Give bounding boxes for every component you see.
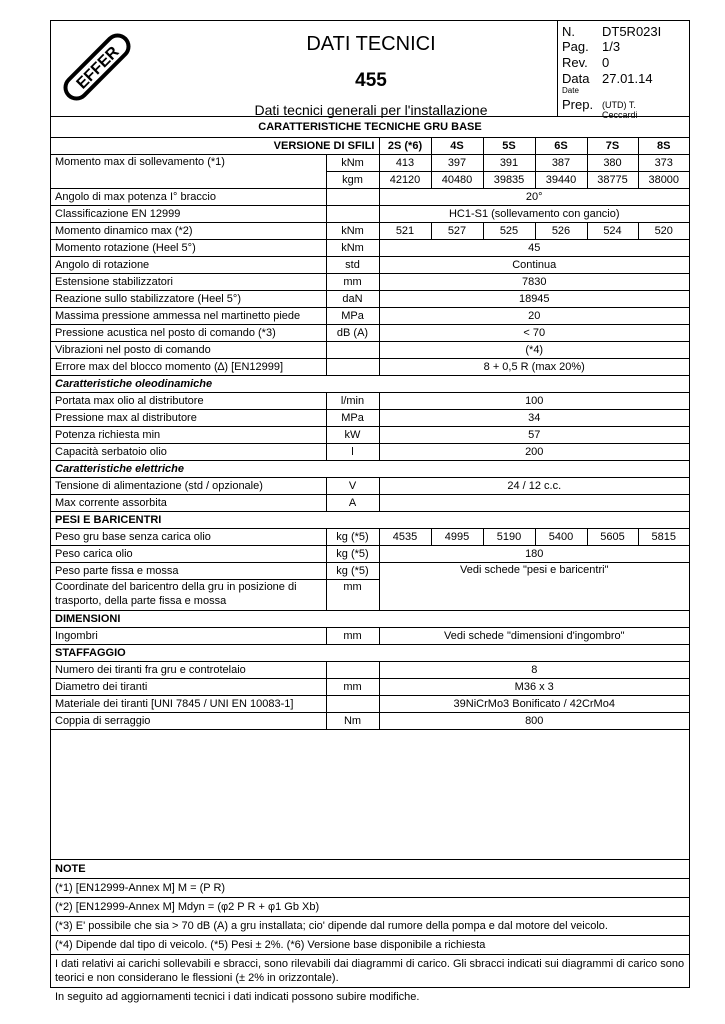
prep-value: (UTD) T. Ceccardi bbox=[602, 100, 638, 120]
table-row bbox=[51, 206, 689, 223]
row-value: 20° bbox=[379, 189, 689, 206]
cell-value: 527 bbox=[431, 223, 483, 240]
pag-value: 1/3 bbox=[602, 39, 621, 54]
subsection-elettriche: Caratteristiche elettriche bbox=[51, 461, 689, 478]
row-unit bbox=[326, 189, 379, 206]
table-row bbox=[51, 444, 689, 461]
row-label: Momento rotazione (Heel 5°) bbox=[51, 240, 326, 257]
row-value: (*4) bbox=[379, 342, 689, 359]
table-row bbox=[51, 696, 689, 713]
row-label: Classificazione EN 12999 bbox=[51, 206, 326, 223]
subsection-row bbox=[51, 376, 689, 393]
row-label: Pressione acustica nel posto di comando (*3) bbox=[51, 325, 326, 342]
pag-label: Pag. bbox=[562, 39, 589, 54]
row-label: Capacità serbatoio olio bbox=[51, 444, 326, 461]
row-unit: kNm bbox=[326, 240, 379, 257]
specs-table bbox=[51, 116, 689, 730]
row-value: Continua bbox=[379, 257, 689, 274]
data-value: 27.01.14 bbox=[602, 71, 653, 86]
row-unit: mm bbox=[326, 580, 379, 611]
label-line: Coordinate del baricentro della gru in posizione di bbox=[55, 581, 297, 593]
notes-block bbox=[51, 859, 689, 1006]
table-row bbox=[51, 628, 689, 645]
row-unit: mm bbox=[326, 628, 379, 645]
cell-value: 373 bbox=[638, 155, 689, 172]
row-label: Peso carica olio bbox=[51, 546, 326, 563]
row-value bbox=[379, 495, 689, 512]
row-unit: l bbox=[326, 444, 379, 461]
document-header bbox=[51, 21, 689, 120]
row-unit: MPa bbox=[326, 410, 379, 427]
table-row bbox=[51, 257, 689, 274]
row-label: Materiale dei tiranti [UNI 7845 / UNI EN 10083-1] bbox=[51, 696, 326, 713]
row-value: 8 bbox=[379, 662, 689, 679]
table-row bbox=[51, 359, 689, 376]
row-value: 800 bbox=[379, 713, 689, 730]
row-unit: kg (*5) bbox=[326, 529, 379, 546]
row-unit: V bbox=[326, 478, 379, 495]
section-row bbox=[51, 512, 689, 529]
row-unit: daN bbox=[326, 291, 379, 308]
section-row bbox=[51, 645, 689, 662]
version-8s: 8S bbox=[638, 138, 689, 155]
row-unit: kNm bbox=[326, 155, 379, 172]
row-unit: kNm bbox=[326, 223, 379, 240]
cell-value: 387 bbox=[535, 155, 587, 172]
table-row bbox=[51, 223, 689, 240]
version-2s: 2S (*6) bbox=[379, 138, 431, 155]
row-unit bbox=[326, 696, 379, 713]
row-label: Potenza richiesta min bbox=[51, 427, 326, 444]
cell-value: 5190 bbox=[483, 529, 535, 546]
row-unit: kgm bbox=[326, 172, 379, 189]
cell-value: 5400 bbox=[535, 529, 587, 546]
cell-value: 520 bbox=[638, 223, 689, 240]
row-value: Vedi schede "pesi e baricentri" bbox=[379, 563, 689, 611]
cell-value: 397 bbox=[431, 155, 483, 172]
row-unit: l/min bbox=[326, 393, 379, 410]
table-row bbox=[51, 291, 689, 308]
row-value: 180 bbox=[379, 546, 689, 563]
row-value: 24 / 12 c.c. bbox=[379, 478, 689, 495]
row-unit bbox=[326, 662, 379, 679]
row-label: Angolo di rotazione bbox=[51, 257, 326, 274]
note-3: (*3) E' possibile che sia > 70 dB (A) a gru installata; cio' dipende dal rumore della pompa e dal motore del veicolo. bbox=[51, 916, 689, 935]
effer-logo bbox=[57, 27, 137, 107]
row-unit: A bbox=[326, 495, 379, 512]
row-label: Momento max di sollevamento (*1) bbox=[51, 155, 326, 189]
cell-value: 5815 bbox=[638, 529, 689, 546]
table-row bbox=[51, 713, 689, 730]
cell-value: 39835 bbox=[483, 172, 535, 189]
section-staffaggio: STAFFAGGIO bbox=[51, 645, 689, 662]
row-unit bbox=[326, 342, 379, 359]
row-unit: kW bbox=[326, 427, 379, 444]
cell-value: 39440 bbox=[535, 172, 587, 189]
rev-label: Rev. bbox=[562, 55, 588, 70]
data-label: Data bbox=[562, 71, 590, 86]
table-row bbox=[51, 495, 689, 512]
section-pesi: PESI E BARICENTRI bbox=[51, 512, 689, 529]
row-label: Estensione stabilizzatori bbox=[51, 274, 326, 291]
cell-value: 40480 bbox=[431, 172, 483, 189]
section-row bbox=[51, 611, 689, 628]
versions-label: VERSIONE DI SFILI bbox=[51, 138, 379, 155]
row-value: 100 bbox=[379, 393, 689, 410]
cell-value: 5605 bbox=[587, 529, 638, 546]
row-label: Numero dei tiranti fra gru e controtelaio bbox=[51, 662, 326, 679]
version-6s: 6S bbox=[535, 138, 587, 155]
date-label: Date bbox=[562, 86, 579, 95]
row-value: HC1-S1 (sollevamento con gancio) bbox=[379, 206, 689, 223]
n-value: DT5R023I bbox=[602, 24, 662, 39]
notes-title: NOTE bbox=[51, 859, 689, 878]
document-meta bbox=[557, 21, 690, 120]
table-row bbox=[51, 308, 689, 325]
cell-value: 524 bbox=[587, 223, 638, 240]
row-label: Errore max del blocco momento (∆) [EN12999] bbox=[51, 359, 326, 376]
table-row bbox=[51, 679, 689, 696]
cell-value: 4535 bbox=[379, 529, 431, 546]
row-unit: MPa bbox=[326, 308, 379, 325]
note-5: I dati relativi ai carichi sollevabili e sbracci, sono rilevabili dai diagrammi di carico. Gli sbracci indicati sui diagrammi di carico sono teorici e non considerano le flessioni (± 2% in orizzontale). bbox=[51, 954, 689, 987]
cell-value: 38775 bbox=[587, 172, 638, 189]
row-unit: kg (*5) bbox=[326, 546, 379, 563]
row-value: 200 bbox=[379, 444, 689, 461]
section-dimensioni: DIMENSIONI bbox=[51, 611, 689, 628]
table-row bbox=[51, 393, 689, 410]
cell-value: 526 bbox=[535, 223, 587, 240]
row-unit: kg (*5) bbox=[326, 563, 379, 580]
version-5s: 5S bbox=[483, 138, 535, 155]
note-6: In seguito ad aggiornamenti tecnici i dati indicati possono subire modifiche. bbox=[51, 987, 689, 1006]
table-row bbox=[51, 189, 689, 206]
logo-text: EFFER bbox=[73, 43, 123, 93]
cell-value: 391 bbox=[483, 155, 535, 172]
row-value: 18945 bbox=[379, 291, 689, 308]
row-label: Pressione max al distributore bbox=[51, 410, 326, 427]
row-label: Angolo di max potenza I° braccio bbox=[51, 189, 326, 206]
cell-value: 38000 bbox=[638, 172, 689, 189]
prep-label: Prep. bbox=[562, 97, 594, 112]
row-unit: mm bbox=[326, 274, 379, 291]
row-value: 20 bbox=[379, 308, 689, 325]
row-value: M36 x 3 bbox=[379, 679, 689, 696]
label-line: trasporto, della parte fissa e mossa bbox=[55, 595, 227, 607]
row-unit bbox=[326, 206, 379, 223]
subsection-row bbox=[51, 461, 689, 478]
table-row bbox=[51, 274, 689, 291]
row-label: Portata max olio al distributore bbox=[51, 393, 326, 410]
rev-value: 0 bbox=[602, 55, 610, 70]
row-label: Max corrente assorbita bbox=[51, 495, 326, 512]
row-label: Ingombri bbox=[51, 628, 326, 645]
note-2: (*2) [EN12999-Annex M] Mdyn = (φ2 P R + φ1 Gb Xb) bbox=[51, 897, 689, 916]
table-row bbox=[51, 410, 689, 427]
table-row bbox=[51, 563, 689, 580]
row-value: 45 bbox=[379, 240, 689, 257]
row-label: Momento dinamico max (*2) bbox=[51, 223, 326, 240]
cell-value: 380 bbox=[587, 155, 638, 172]
row-unit: mm bbox=[326, 679, 379, 696]
title-block bbox=[221, 21, 521, 118]
row-label: Vibrazioni nel posto di comando bbox=[51, 342, 326, 359]
row-value: 8 + 0,5 R (max 20%) bbox=[379, 359, 689, 376]
row-label: Massima pressione ammessa nel martinetto piede bbox=[51, 308, 326, 325]
row-value: 39NiCrMo3 Bonificato / 42CrMo4 bbox=[379, 696, 689, 713]
document-sheet bbox=[50, 20, 690, 1003]
row-value: 7830 bbox=[379, 274, 689, 291]
table-row bbox=[51, 342, 689, 359]
row-unit: dB (A) bbox=[326, 325, 379, 342]
row-value: 34 bbox=[379, 410, 689, 427]
versions-row bbox=[51, 138, 689, 155]
table-row bbox=[51, 155, 689, 172]
table-row bbox=[51, 478, 689, 495]
row-value: Vedi schede "dimensioni d'ingombro" bbox=[379, 628, 689, 645]
row-label: Reazione sullo stabilizzatore (Heel 5°) bbox=[51, 291, 326, 308]
cell-value: 4995 bbox=[431, 529, 483, 546]
table-row bbox=[51, 427, 689, 444]
row-label: Peso parte fissa e mossa bbox=[51, 563, 326, 580]
model-number: 455 bbox=[355, 70, 387, 91]
table-row bbox=[51, 240, 689, 257]
cell-value: 413 bbox=[379, 155, 431, 172]
cell-value: 42120 bbox=[379, 172, 431, 189]
document-title: DATI TECNICI bbox=[306, 33, 436, 55]
document-subtitle: Dati tecnici generali per l'installazione bbox=[254, 102, 488, 118]
section-title: CARATTERISTICHE TECNICHE GRU BASE bbox=[51, 117, 689, 138]
version-7s: 7S bbox=[587, 138, 638, 155]
cell-value: 525 bbox=[483, 223, 535, 240]
cell-value: 521 bbox=[379, 223, 431, 240]
n-label: N. bbox=[562, 24, 575, 39]
row-label: Tensione di alimentazione (std / opzionale) bbox=[51, 478, 326, 495]
row-value: 57 bbox=[379, 427, 689, 444]
table-row bbox=[51, 546, 689, 563]
row-unit bbox=[326, 359, 379, 376]
note-1: (*1) [EN12999-Annex M] M = (P R) bbox=[51, 878, 689, 897]
subsection-oleodinamiche: Caratteristiche oleodinamiche bbox=[51, 376, 689, 393]
row-unit: std bbox=[326, 257, 379, 274]
row-label: Diametro dei tiranti bbox=[51, 679, 326, 696]
table-row bbox=[51, 325, 689, 342]
row-label bbox=[51, 580, 326, 611]
row-value: < 70 bbox=[379, 325, 689, 342]
row-label: Coppia di serraggio bbox=[51, 713, 326, 730]
row-label: Peso gru base senza carica olio bbox=[51, 529, 326, 546]
version-4s: 4S bbox=[431, 138, 483, 155]
table-row bbox=[51, 662, 689, 679]
note-4: (*4) Dipende dal tipo di veicolo. (*5) Pesi ± 2%. (*6) Versione base disponibile a richiesta bbox=[51, 935, 689, 954]
row-unit: Nm bbox=[326, 713, 379, 730]
table-row bbox=[51, 529, 689, 546]
